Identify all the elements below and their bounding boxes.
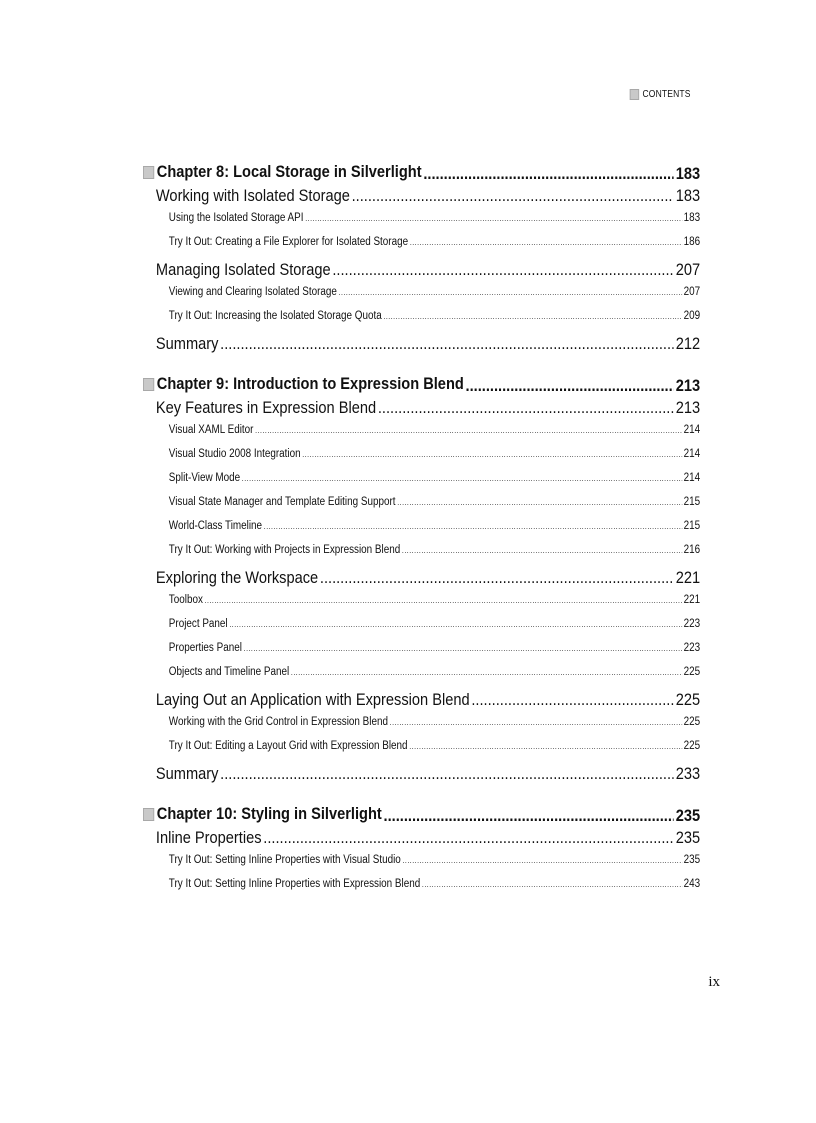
dot-leader — [302, 450, 682, 459]
toc-subsection[interactable] — [143, 716, 700, 740]
dot-leader — [205, 596, 682, 605]
dot-leader — [390, 718, 682, 727]
toc-subsection-title: World-Class Timeline — [168, 520, 263, 532]
page-number: ix — [708, 974, 720, 990]
dot-leader — [220, 334, 674, 354]
dot-leader — [384, 806, 674, 826]
dot-leader — [352, 186, 674, 206]
dot-leader — [422, 880, 682, 889]
toc-subsection-title: Working with the Grid Control in Expression Blend — [168, 716, 388, 728]
toc-subsection-title: Try It Out: Increasing the Isolated Storage Quota — [168, 310, 382, 322]
toc-subsection-page: 235 — [683, 854, 701, 866]
toc-subsection-page: 209 — [683, 310, 701, 322]
toc-section-title: Key Features in Expression Blend — [155, 398, 377, 417]
dot-leader — [471, 690, 674, 710]
dot-leader — [244, 644, 682, 653]
dot-leader — [402, 546, 682, 555]
toc-section-title: Managing Isolated Storage — [155, 260, 331, 279]
toc-subsection-page: 243 — [683, 878, 701, 890]
toc-subsection-page: 183 — [683, 212, 701, 224]
toc-subsection-page: 214 — [683, 424, 701, 436]
toc-subsection-page: 186 — [683, 236, 701, 248]
chapter-marker-icon — [143, 166, 154, 179]
toc-chapter[interactable] — [143, 162, 700, 186]
toc-subsection[interactable] — [143, 212, 700, 236]
toc-section-page: 183 — [675, 186, 701, 205]
toc-subsection-title: Try It Out: Creating a File Explorer for Isolated Storage — [168, 236, 409, 248]
chapter-marker-icon — [143, 378, 154, 391]
toc-subsection-page: 215 — [683, 520, 701, 532]
table-of-contents — [143, 162, 700, 902]
toc-subsection[interactable] — [143, 236, 700, 260]
toc-section[interactable] — [143, 398, 700, 424]
dot-leader — [378, 398, 674, 418]
toc-section-title: Inline Properties — [155, 828, 262, 847]
toc-section-page: 213 — [675, 398, 701, 417]
toc-subsection[interactable] — [143, 310, 700, 334]
dot-leader — [409, 742, 682, 751]
dot-leader — [339, 288, 682, 297]
running-title: CONTENTS — [642, 89, 691, 100]
toc-subsection-title: Properties Panel — [168, 642, 242, 654]
toc-subsection[interactable] — [143, 878, 700, 902]
toc-section[interactable] — [143, 260, 700, 286]
toc-subsection[interactable] — [143, 618, 700, 642]
dot-leader — [466, 376, 674, 396]
toc-chapter-title: Chapter 9: Introduction to Expression Blend — [156, 374, 464, 393]
toc-chapter-title: Chapter 8: Local Storage in Silverlight — [156, 162, 422, 181]
toc-subsection-page: 225 — [683, 740, 701, 752]
toc-subsection[interactable] — [143, 448, 700, 472]
chapter-marker-icon — [143, 808, 154, 821]
dot-leader — [305, 214, 682, 223]
toc-subsection-page: 215 — [683, 496, 701, 508]
dot-leader — [229, 620, 682, 629]
toc-subsection-page: 207 — [683, 286, 701, 298]
toc-subsection-title: Toolbox — [168, 594, 203, 606]
toc-chapter[interactable] — [143, 804, 700, 828]
toc-chapter-title: Chapter 10: Styling in Silverlight — [156, 804, 382, 823]
toc-subsection-page: 214 — [683, 472, 701, 484]
header-marker-icon — [630, 89, 639, 100]
toc-section-page: 235 — [675, 828, 701, 847]
toc-subsection-title: Objects and Timeline Panel — [168, 666, 290, 678]
dot-leader — [403, 856, 682, 865]
running-header — [630, 89, 691, 100]
toc-section[interactable] — [143, 568, 700, 594]
dot-leader — [220, 764, 674, 784]
toc-chapter-page: 213 — [675, 375, 701, 395]
toc-subsection-title: Try It Out: Working with Projects in Expression Blend — [168, 544, 401, 556]
toc-section-title: Laying Out an Application with Expression Blend — [155, 690, 470, 709]
toc-section-page: 207 — [675, 260, 701, 279]
toc-subsection[interactable] — [143, 666, 700, 690]
toc-subsection[interactable] — [143, 286, 700, 310]
toc-section-title: Summary — [155, 334, 219, 353]
toc-subsection[interactable] — [143, 740, 700, 764]
toc-subsection-title: Viewing and Clearing Isolated Storage — [168, 286, 337, 298]
toc-section-title: Exploring the Workspace — [155, 568, 319, 587]
toc-subsection-title: Try It Out: Setting Inline Properties with Expression Blend — [168, 878, 421, 890]
dot-leader — [397, 498, 682, 507]
toc-subsection-page: 223 — [683, 642, 701, 654]
dot-leader — [320, 568, 674, 588]
dot-leader — [264, 522, 682, 531]
dot-leader — [383, 312, 681, 321]
toc-subsection-page: 214 — [683, 448, 701, 460]
toc-subsection-title: Using the Isolated Storage API — [168, 212, 304, 224]
toc-section[interactable] — [143, 186, 700, 212]
toc-subsection[interactable] — [143, 642, 700, 666]
toc-chapter[interactable] — [143, 374, 700, 398]
dot-leader — [423, 164, 674, 184]
toc-subsection-title: Split-View Mode — [168, 472, 241, 484]
toc-subsection-page: 216 — [683, 544, 701, 556]
toc-subsection-title: Project Panel — [168, 618, 228, 630]
dot-leader — [255, 426, 682, 435]
toc-section-page: 212 — [675, 334, 701, 353]
toc-subsection[interactable] — [143, 854, 700, 878]
toc-subsection-title: Try It Out: Setting Inline Properties with Visual Studio — [168, 854, 401, 866]
toc-subsection[interactable] — [143, 520, 700, 544]
toc-subsection-title: Try It Out: Editing a Layout Grid with Expression Blend — [168, 740, 408, 752]
toc-section[interactable] — [143, 764, 700, 790]
toc-chapter-page: 183 — [675, 163, 701, 183]
toc-section-page: 225 — [675, 690, 701, 709]
toc-subsection-title: Visual XAML Editor — [168, 424, 254, 436]
toc-subsection-page: 221 — [683, 594, 701, 606]
toc-section-title: Summary — [155, 764, 219, 783]
toc-subsection[interactable] — [143, 544, 700, 568]
toc-subsection-page: 223 — [683, 618, 701, 630]
toc-section-title: Working with Isolated Storage — [155, 186, 350, 205]
toc-section[interactable] — [143, 334, 700, 360]
toc-section[interactable] — [143, 828, 700, 854]
toc-subsection[interactable] — [143, 424, 700, 448]
toc-section[interactable] — [143, 690, 700, 716]
toc-subsection[interactable] — [143, 496, 700, 520]
dot-leader — [263, 828, 674, 848]
toc-subsection-page: 225 — [683, 716, 701, 728]
toc-subsection-title: Visual Studio 2008 Integration — [168, 448, 301, 460]
toc-subsection[interactable] — [143, 594, 700, 618]
toc-subsection-page: 225 — [683, 666, 701, 678]
toc-subsection[interactable] — [143, 472, 700, 496]
dot-leader — [242, 474, 682, 483]
toc-chapter-page: 235 — [675, 805, 701, 825]
dot-leader — [410, 238, 682, 247]
dot-leader — [332, 260, 674, 280]
toc-section-page: 221 — [675, 568, 701, 587]
toc-subsection-title: Visual State Manager and Template Editing Support — [168, 496, 396, 508]
toc-section-page: 233 — [675, 764, 701, 783]
dot-leader — [291, 668, 682, 677]
